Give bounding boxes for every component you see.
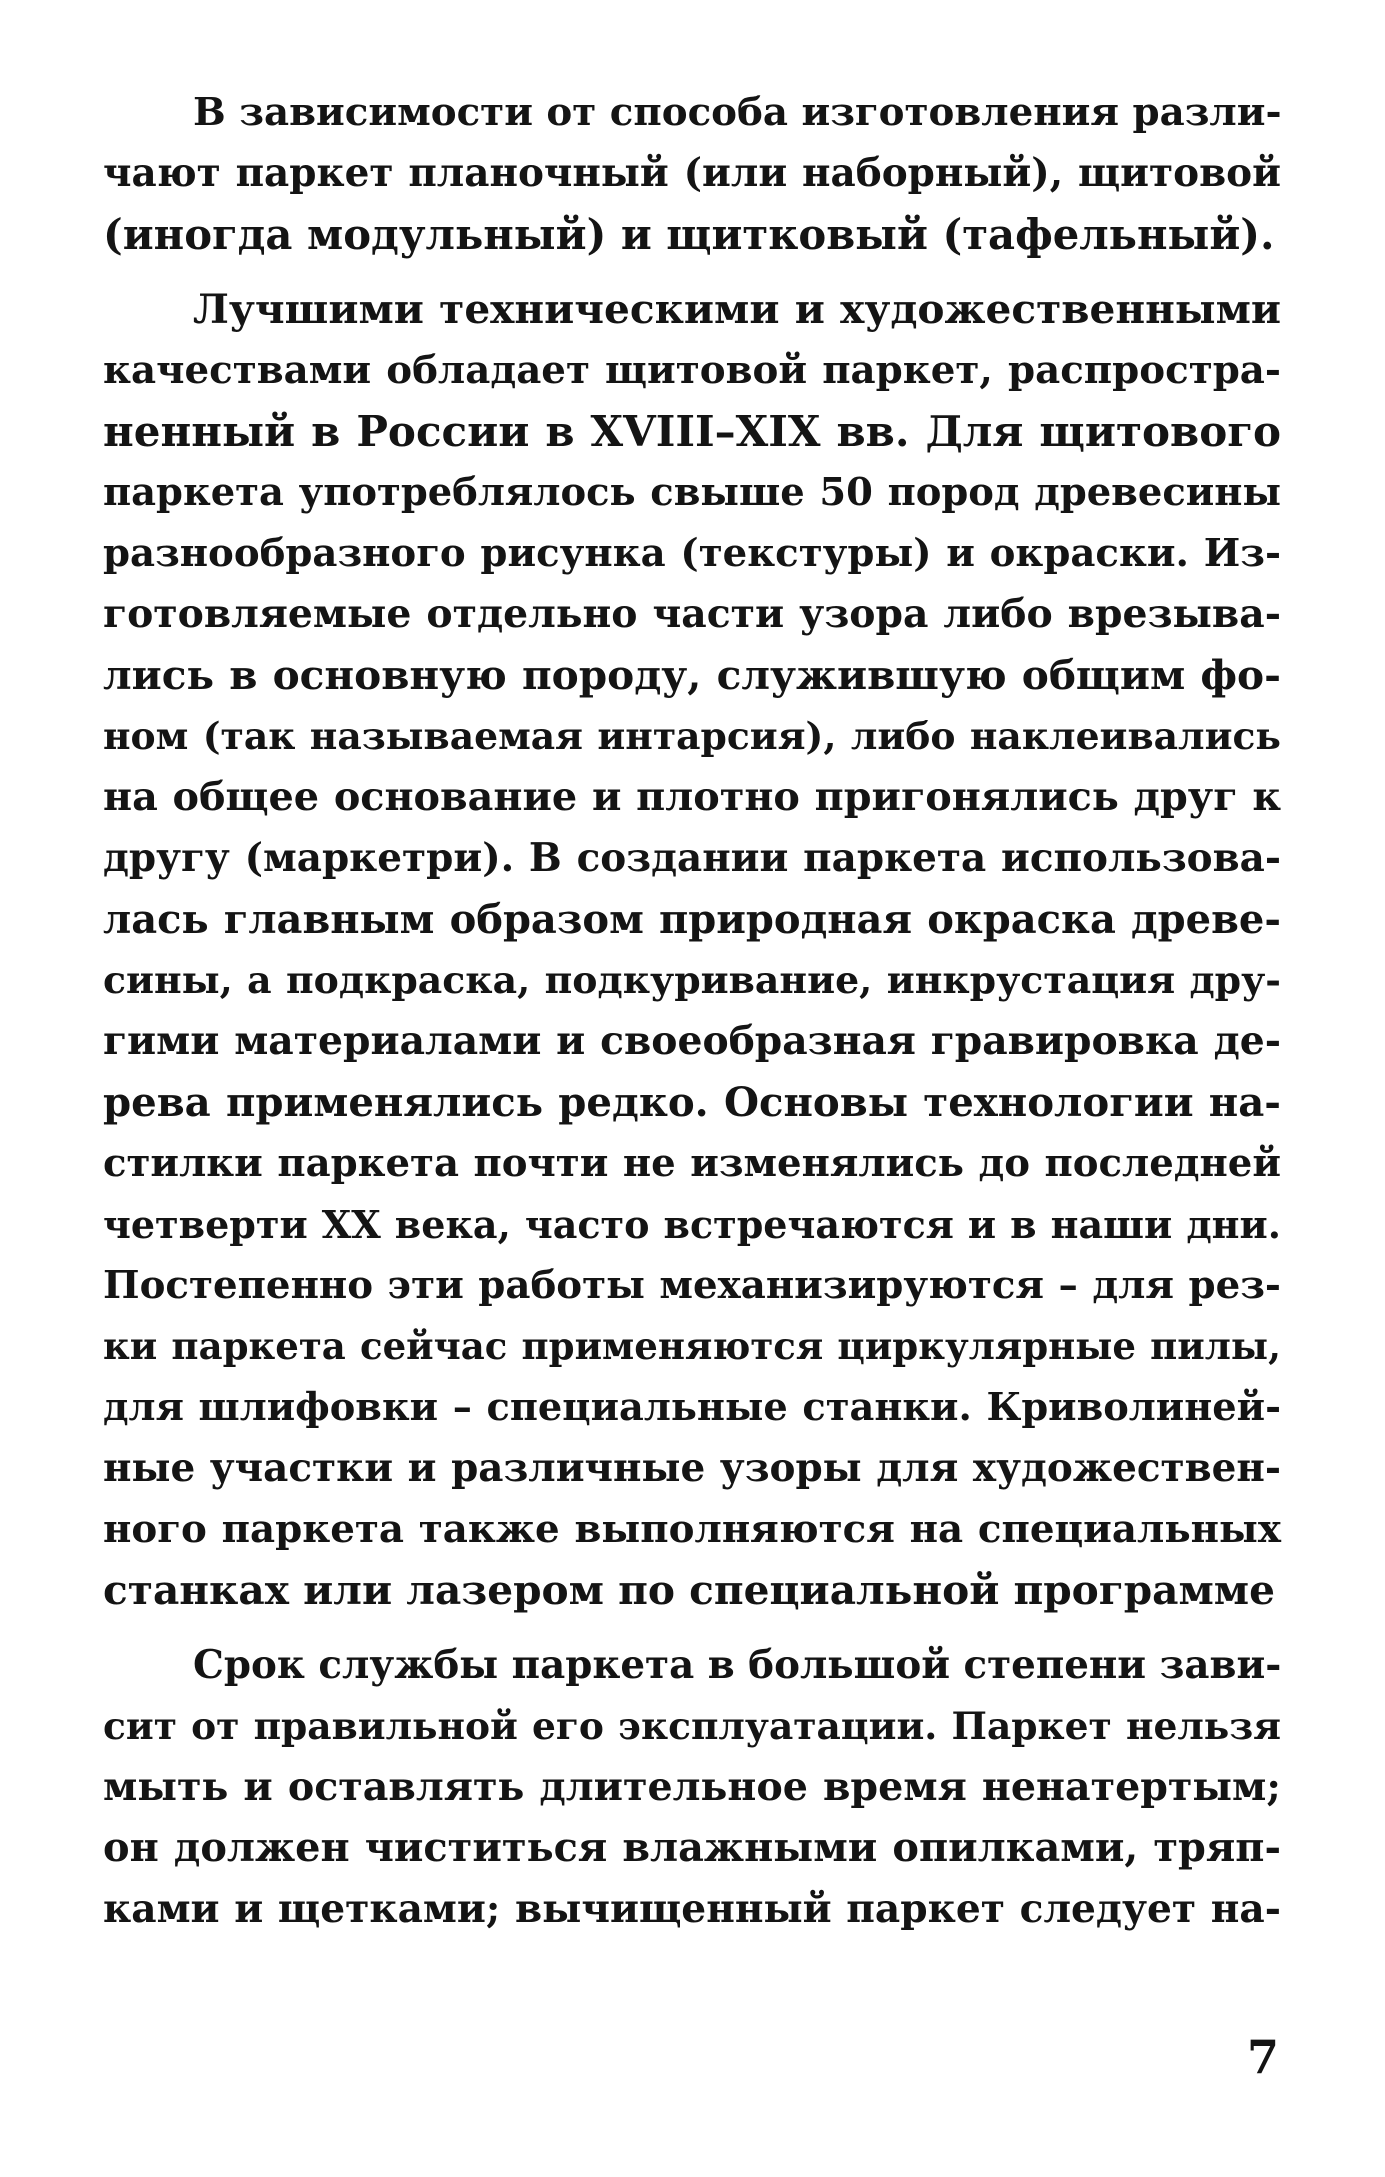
- paragraph-2-line-5: разнообразного рисунка (текстуры) и окраски. Из-: [103, 531, 1281, 576]
- paragraph-2-line-3: ненный в России в XVIII–XIX вв. Для щитового: [103, 407, 1281, 456]
- paragraph-2-line-15: стилки паркета почти не изменялись до последней: [103, 1141, 1281, 1186]
- paragraph-3-line-3: мыть и оставлять длительное время ненатертым;: [103, 1764, 1281, 1810]
- paragraph-2-line-10: другу (маркетри). В создании паркета использова-: [103, 835, 1281, 881]
- paragraph-2-line-12: сины, а подкраска, подкуривание, инкрустация дру-: [103, 958, 1281, 1002]
- paragraph-2-line-7: лись в основную породу, служившую общим фо-: [103, 651, 1281, 699]
- paragraph-3-line-4: он должен чиститься влажными опилками, тряп-: [103, 1825, 1281, 1871]
- paragraph-2-line-9: на общее основание и плотно пригонялись друг к: [103, 774, 1281, 820]
- paragraph-2-line-11: лась главным образом природная окраска древе-: [103, 896, 1281, 943]
- paragraph-2-line-8: ном (так называемая интарсия), либо наклеивались: [103, 714, 1281, 758]
- paragraph-2-line-17: Постепенно эти работы механизируются – для рез-: [103, 1263, 1281, 1308]
- paragraph-3-line-1: Срок службы паркета в большой степени зави-: [193, 1643, 1282, 1688]
- paragraph-2-line-14: рева применялись редко. Основы технологии на-: [103, 1079, 1281, 1126]
- page-number: 7: [1246, 2030, 1279, 2084]
- paragraph-gap: [103, 1621, 1281, 1635]
- paragraph-2-line-4: паркета употреблялось свыше 50 пород древесины: [103, 470, 1281, 515]
- paragraph-gap: [103, 265, 1281, 279]
- paragraph-1-line-2: чают паркет планочный (или наборный), щитовой: [103, 150, 1281, 196]
- paragraph-1-line-1: В зависимости от способа изготовления разли-: [193, 90, 1282, 135]
- paragraph-3-line-5: ками и щетками; вычищенный паркет следует на-: [103, 1886, 1281, 1932]
- paragraph-3-line-2: сит от правильной его эксплуатации. Паркет нельзя: [103, 1704, 1281, 1748]
- body-text: [103, 82, 1281, 1940]
- paragraph-2-line-16: четверти XX века, часто встречаются и в наши дни.: [103, 1202, 1281, 1247]
- paragraph-2-line-1: Лучшими техническими и художественными: [193, 285, 1281, 333]
- paragraph-2-line-18: ки паркета сейчас применяются циркулярные пилы,: [103, 1324, 1281, 1368]
- paragraph-2-line-6: готовляемые отдельно части узора либо врезыва-: [103, 591, 1281, 637]
- paragraph-2-line-20: ные участки и различные узоры для художествен-: [103, 1445, 1281, 1491]
- paragraph-2-line-2: качествами обладает щитовой паркет, распростра-: [103, 348, 1281, 393]
- paragraph-2-line-13: гими материалами и своеобразная гравировка де-: [103, 1018, 1281, 1064]
- paragraph-2-line-22: станках или лазером по специальной программе: [103, 1566, 1275, 1614]
- paragraph-2-line-21: ного паркета также выполняются на специальных: [103, 1507, 1281, 1552]
- paragraph-1-line-3: (иногда модульный) и щитковый (тафельный).: [103, 210, 1275, 259]
- paragraph-2-line-19: для шлифовки – специальные станки. Криволиней-: [103, 1385, 1281, 1430]
